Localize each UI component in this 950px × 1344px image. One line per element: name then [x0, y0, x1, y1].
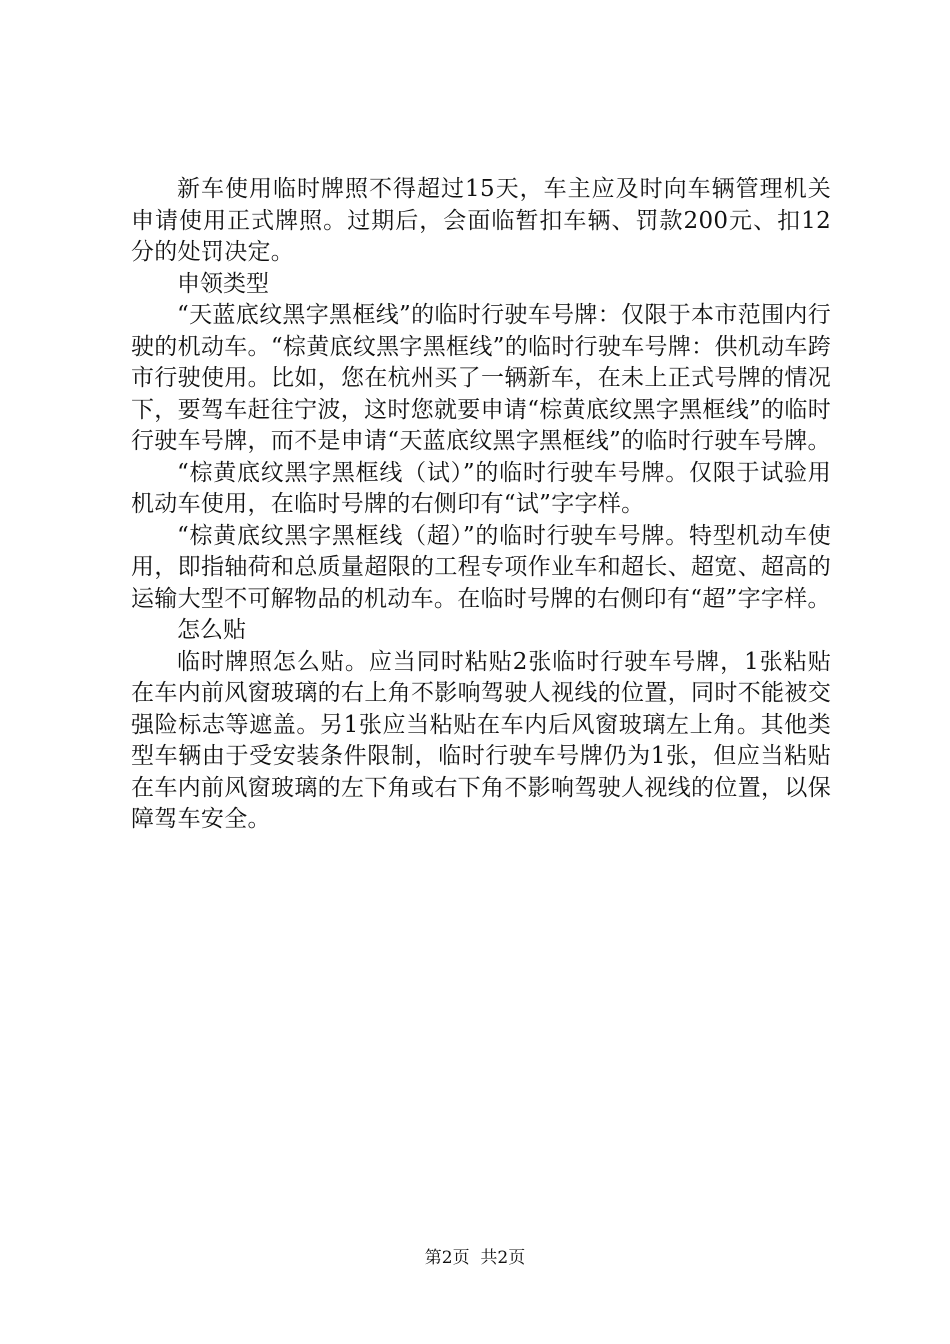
page-footer: [0, 1243, 950, 1268]
paragraph-validity: 新车使用临时牌照不得超过15天，车主应及时向车辆管理机关申请使用正式牌照。过期后，会面临暂扣车辆、罚款200元、扣12分的处罚决定。: [131, 176, 831, 265]
paragraph-oversize-plate: “棕黄底纹黑字黑框线（超）”的临时行驶车号牌。特型机动车使用，即指轴荷和总质量超限的工程专项作业车和超长、超宽、超高的运输大型不可解物品的机动车。在临时号牌的右侧印有“超”字字样。: [131, 522, 831, 612]
paragraph-test-plate: “棕黄底纹黑字黑框线（试）”的临时行驶车号牌。仅限于试验用机动车使用，在临时号牌的右侧印有“试”字字样。: [131, 459, 831, 517]
heading-application-types: 申领类型: [177, 270, 269, 297]
page-number-label: 第2页 共2页: [424, 1248, 526, 1268]
paragraph-affix-instructions: 临时牌照怎么贴。应当同时粘贴2张临时行驶车号牌，1张粘贴在车内前风窗玻璃的右上角不影响驾驶人视线的位置，同时不能被交强险标志等遮盖。另1张应当粘贴在车内后风窗玻璃左上角。其他类型车辆由于受安装条件限制，临时行驶车号牌仍为1张，但应当粘贴在车内前风窗玻璃的左下角或右下角不影响驾驶人视线的位置，以保障驾车安全。: [131, 648, 831, 832]
document-body: [131, 174, 831, 836]
paragraph-blue-and-brown-plates: “天蓝底纹黑字黑框线”的临时行驶车号牌：仅限于本市范围内行驶的机动车。“棕黄底纹黑字黑框线”的临时行驶车号牌：供机动车跨市行驶使用。比如，您在杭州买了一辆新车，在未上正式号牌的情况下，要驾车赶往宁波，这时您就要申请“棕黄底纹黑字黑框线”的临时行驶车号牌，而不是申请“天蓝底纹黑字黑框线”的临时行驶车号牌。: [131, 302, 831, 454]
heading-how-to-affix: 怎么贴: [177, 617, 246, 643]
